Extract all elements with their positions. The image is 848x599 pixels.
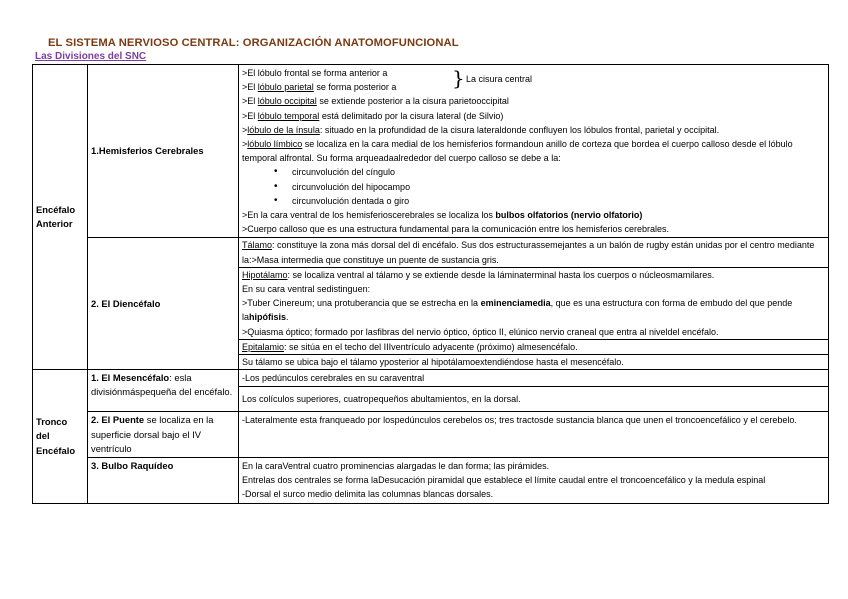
diencefalo-cell: 2. El Diencéfalo [88, 238, 239, 370]
page-title: EL SISTEMA NERVIOSO CENTRAL: ORGANIZACIÓN ANATOMOFUNCIONAL [48, 37, 459, 49]
table-row [33, 370, 829, 387]
olfatorio-line: >En la cara ventral de los hemisferioscerebrales se localiza los bulbos olfatorios (nervio olfatorio) [242, 210, 643, 221]
hemisferios-cell: 1.Hemisferios Cerebrales [88, 65, 239, 238]
parietal-line: >El lóbulo parietal se forma posterior a [242, 82, 397, 93]
section-subtitle: Las Divisiones del SNC [35, 51, 147, 62]
bulbo-content: En la caraVentral cuatro prominencias alargadas le dan forma; las pirámides. Entrelas dos centrales se forma laDesucación piramidal que establece el límite caudal entre el troncoencefálico y la medula espinal -Dorsal el surco medio delimita las columnas blancas dorsales. [239, 458, 829, 504]
brace-icon: } [452, 66, 465, 90]
tronco-cell: Tronco del Encéfalo [33, 370, 88, 503]
table-row [33, 238, 829, 370]
mesencefalo-row-2: Los colículos superiores, cuatropequeños abultamientos, en la dorsal. [239, 387, 829, 412]
insula-text: >lóbulo de la ínsula: situado en la profundidad de la cisura lateraldonde confluyen los lóbulos frontal, parietal y occipital. [242, 124, 720, 135]
list-item: • circunvolución del cíngulo [276, 165, 824, 179]
cisura-central-label: La cisura central [466, 74, 533, 84]
subtalamo-block: Su tálamo se ubica bajo el tálamo yposterior al hipotálamoextendiéndose hasta el mesencéfalo. [239, 354, 828, 369]
encefalo-anterior-cell: Encéfalo Anterior [33, 65, 88, 370]
list-item: • circunvolución del hipocampo [276, 180, 824, 194]
table-row [33, 412, 829, 458]
list-item: • circunvolución dentada o giro [276, 194, 824, 208]
puente-cell: 2. El Puente se localiza en la superficie dorsal bajo el IV ventrículo [88, 412, 239, 458]
hemisferios-content [239, 65, 829, 238]
hipotalamo-block: Hipotálamo: se localiza ventral al tálamo y se extiende desde la láminaterminal hasta los cuerpos o núcleosmamilares. En su cara ventral sedistinguen: >Tuber Cinereum; una protuberancia que se estrecha en la eminenciamedia, que es una estructura con forma de embudo del que pende lahipófisis. >Quiasma óptico; formado por lasfibras del nervio óptico, óptico II, elúnico nervio craneal que entra al niveldel encéfalo. [239, 267, 828, 339]
talamo-text: Tálamo: constituye la zona más dorsal del di encéfalo. Sus dos estructurassemejantes a un balón de rugby están unidas por el centro mediante la:>Masa intermedia que constituye un puente de sustancia gris. [242, 240, 815, 265]
temporal-line: >El lóbulo temporal está delimitado por la cisura lateral (de Silvio) [242, 110, 504, 121]
frontal-line: >El lóbulo frontal se forma anterior a [242, 68, 388, 78]
bulbo-cell: 3. Bulbo Raquídeo [88, 458, 239, 504]
table-row [33, 458, 829, 504]
occipital-line: >El lóbulo occipital se extiende posterior a la cisura parietooccipital [242, 96, 509, 107]
diencefalo-content [239, 238, 829, 370]
limbico-text: >lóbulo límbico se localiza en la cara medial de los hemisferios formandoun anillo de corteza que bordea el cuerpo calloso desde el lóbulo temporal alfrontal. Su forma arqueadaalrededor del cuerpo calloso se debe a la: [242, 139, 793, 164]
limbico-list [242, 165, 824, 208]
mesencefalo-cell: 1. El Mesencéfalo: esla divisiónmáspequeña del encéfalo. [88, 370, 239, 412]
table-row [33, 65, 829, 238]
mesencefalo-row-1: -Los pedúnculos cerebrales en su caraventral [239, 370, 829, 387]
epitalamio-block: Epitalamio: se sitúa en el techo del IIIventrículo adyacente (próximo) almesencéfalo. [239, 339, 828, 354]
puente-content: -Lateralmente esta franqueado por lospedúnculos cerebelos os; tres tractosde sustancia blanca que unen el troncoencefálico y el cerebelo. [239, 412, 829, 458]
calloso-line: >Cuerpo calloso que es una estructura fundamental para la comunicación entre los hemisferios cerebrales. [242, 224, 669, 235]
snc-divisions-table [32, 64, 829, 504]
